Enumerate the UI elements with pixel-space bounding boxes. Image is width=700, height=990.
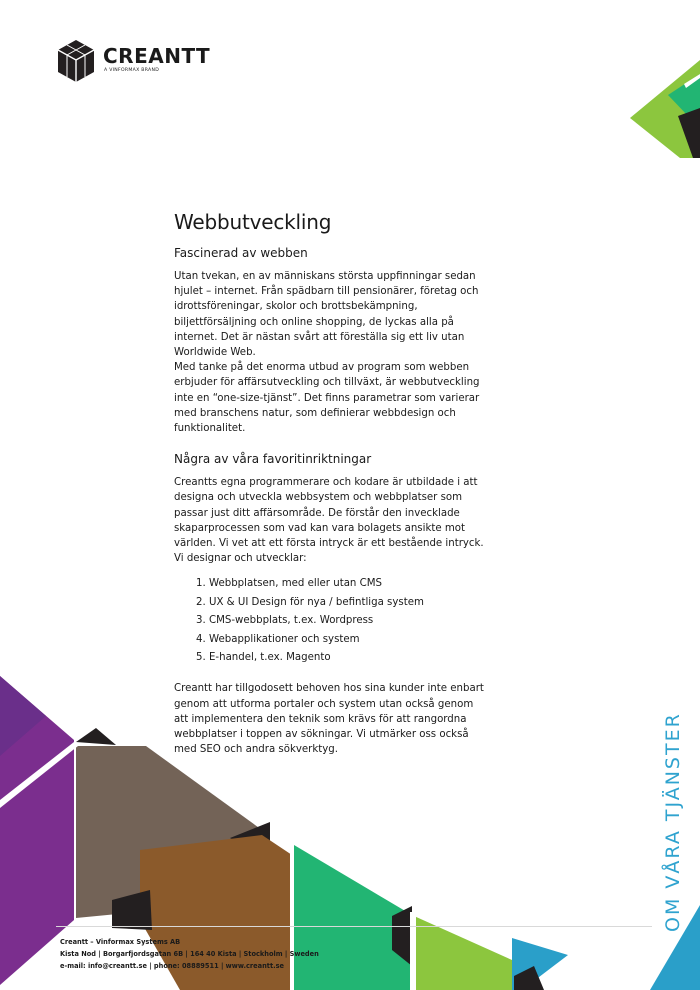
brand-tagline: A VINFORMAX BRAND bbox=[104, 68, 160, 73]
brand-name: CREANTT bbox=[103, 44, 211, 68]
list-item: 4. Webapplikationer och system bbox=[209, 631, 484, 649]
black-small-tri-1 bbox=[76, 728, 116, 745]
list-item: 1. Webbplatsen, med eller utan CMS bbox=[209, 575, 484, 593]
footer-address: Kista Nod | Borgarfjordsgatan 6B | 164 40 Kista | Stockholm | Sweden bbox=[60, 950, 319, 958]
list-item: 5. E-handel, t.ex. Magento bbox=[209, 649, 484, 667]
paragraph-closing: Creantt har tillgodosett behoven hos sina kunder inte enbart genom att utforma portaler och system utan också genom att implementera den teknik som krävs för att rangordna webbplatser i toppen av sökningar. Vi utmärker oss också med SEO och andra sökverktyg. bbox=[174, 683, 484, 756]
section-heading-favoriter: Några av våra favoritinriktningar bbox=[174, 452, 372, 467]
article bbox=[174, 210, 484, 758]
footer-company: Creantt – Vinformax Systems AB bbox=[60, 938, 181, 946]
paragraph-intro-2: Med tanke på det enorma utbud av program som webben erbjuder för affärsutveckling och tillväxt, är webbutveckling inte en “one-size-tjänst”. Det finns parametrar som varierar med branschens natur, som definierar webbdesign och funktionalitet. bbox=[174, 362, 480, 435]
white-separator-3 bbox=[410, 912, 416, 990]
services-list bbox=[174, 575, 484, 667]
cube-icon bbox=[56, 39, 96, 83]
paragraph-services-intro: Creantts egna programmerare och kodare är utbildade i att designa och utveckla webbsystem och webbplatser som passar just ditt affärsområde. De förstår den invecklade skaparprocessen som vad kan vara bolagets ansikte mot världen. Vi vet att ett första intryck är ett bestående intryck. Vi designar och utvecklar: bbox=[174, 477, 484, 565]
section-heading-fascinerad: Fascinerad av webben bbox=[174, 246, 308, 260]
footer-divider bbox=[56, 926, 652, 927]
page-title: Webbutveckling bbox=[174, 210, 332, 234]
footer bbox=[60, 936, 360, 972]
list-item: 2. UX & UI Design för nya / befintliga system bbox=[209, 594, 484, 612]
side-label: OM VÅRA TJÄNSTER bbox=[662, 712, 684, 932]
light-green-shape bbox=[414, 916, 512, 990]
brand-logo bbox=[56, 39, 211, 83]
paragraph-intro: Utan tvekan, en av människans största uppfinningar sedan hjulet – internet. Från spädbarn till pensionärer, företag och idrottsföreningar, skolor och brottsbekämpning, biljettförsäljning och online shopping, de lyckas alla på internet. Det är nästan svårt att föreställa sig ett liv utan Worldwide Web. bbox=[174, 271, 479, 359]
footer-contact[interactable]: e-mail: info@creantt.se | phone: 08889511 | www.creantt.se bbox=[60, 962, 284, 970]
list-item: 3. CMS-webbplats, t.ex. Wordpress bbox=[209, 612, 484, 630]
